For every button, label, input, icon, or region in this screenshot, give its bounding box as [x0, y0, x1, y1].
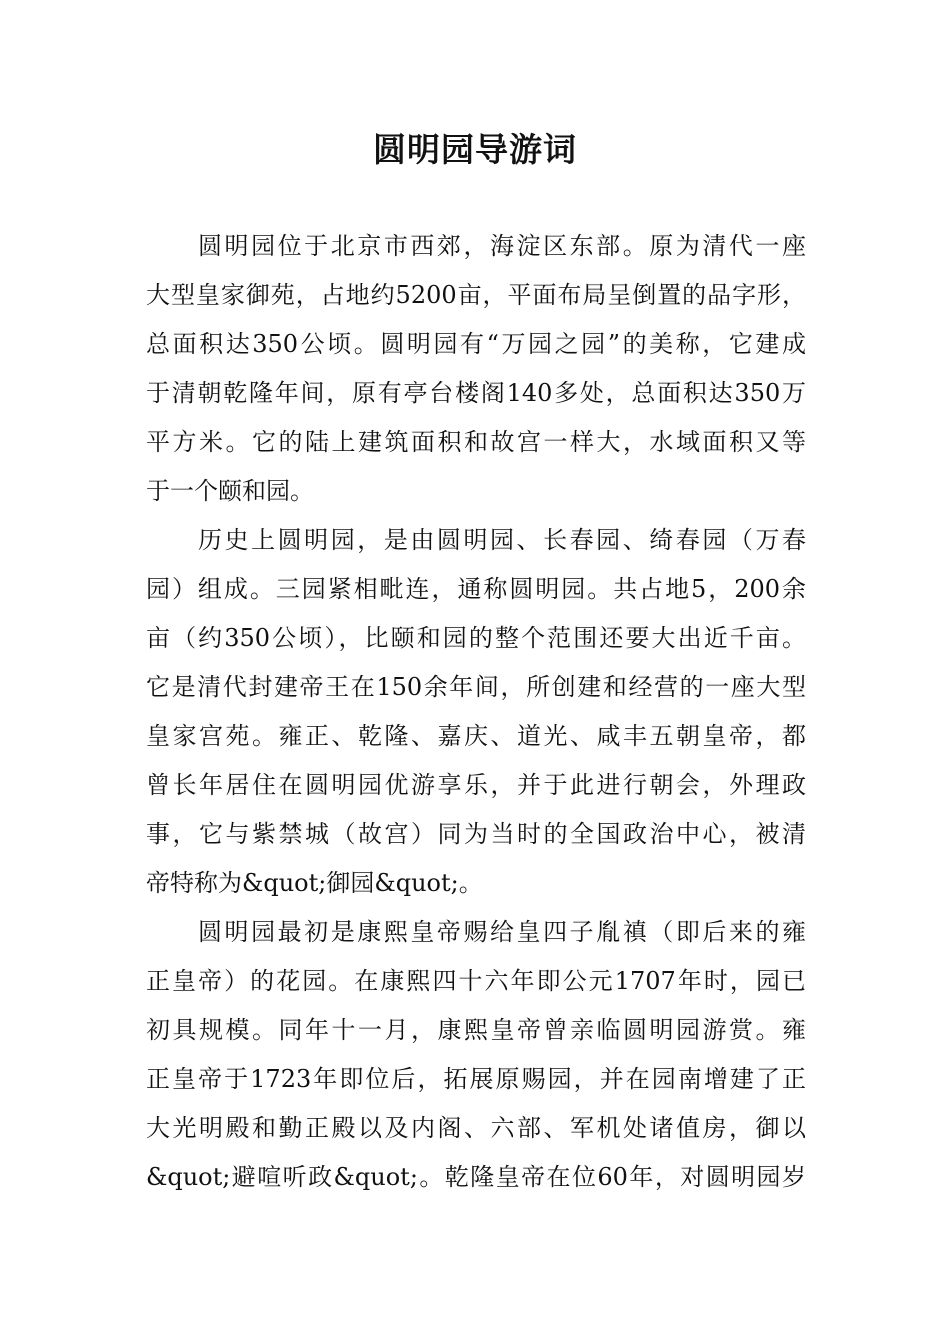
text-line: 帝特称为&quot;御园&quot;。: [146, 869, 483, 897]
text-line: 事，它与紫禁城（故宫）同为当时的全国政治中心，被清: [146, 820, 806, 848]
text-line: 大光明殿和勤正殿以及内阁、六部、军机处诸值房，御以: [146, 1114, 806, 1142]
text-line: 历史上圆明园，是由圆明园、长春园、绮春园（万春: [198, 526, 806, 554]
text-line: 初具规模。同年十一月，康熙皇帝曾亲临圆明园游赏。雍: [146, 1016, 806, 1044]
text-line: 于一个颐和园。: [146, 477, 314, 505]
document-body: [146, 222, 806, 1202]
text-line: 它是清代封建帝王在150余年间，所创建和经营的一座大型: [146, 673, 806, 701]
text-line: 曾长年居住在圆明园优游享乐，并于此进行朝会，外理政: [146, 771, 806, 799]
text-line: 园）组成。三园紧相毗连，通称圆明园。共占地5，200余: [146, 575, 806, 603]
text-line: 于清朝乾隆年间，原有亭台楼阁140多处，总面积达350万: [146, 379, 806, 407]
document-title: 圆明园导游词: [373, 130, 577, 169]
text-line: 正皇帝于1723年即位后，拓展原赐园，并在园南增建了正: [146, 1065, 806, 1093]
text-line: 亩（约350公顷），比颐和园的整个范围还要大出近千亩。: [146, 624, 806, 652]
text-line: &quot;避喧听政&quot;。乾隆皇帝在位60年，对圆明园岁: [146, 1163, 806, 1191]
text-line: 圆明园位于北京市西郊，海淀区东部。原为清代一座: [198, 232, 806, 260]
text-line: 大型皇家御苑，占地约5200亩，平面布局呈倒置的品字形，: [146, 281, 806, 309]
text-line: 平方米。它的陆上建筑面积和故宫一样大，水域面积又等: [146, 428, 806, 456]
text-line: 圆明园最初是康熙皇帝赐给皇四子胤禛（即后来的雍: [198, 918, 806, 946]
text-line: 皇家宫苑。雍正、乾隆、嘉庆、道光、咸丰五朝皇帝，都: [146, 722, 806, 750]
text-line: 总面积达350公顷。圆明园有“万园之园”的美称，它建成: [146, 330, 806, 358]
text-line: 正皇帝）的花园。在康熙四十六年即公元1707年时，园已: [146, 967, 806, 995]
